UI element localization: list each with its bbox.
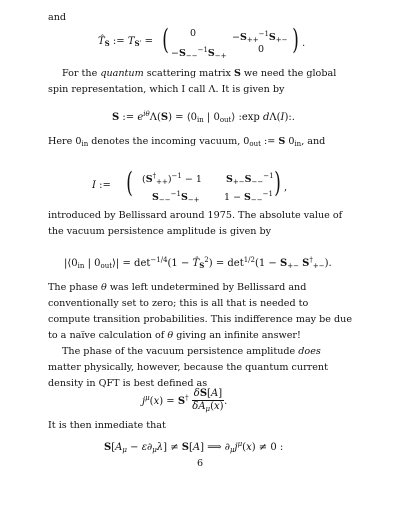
- eq1-m11: 0: [190, 28, 197, 39]
- equation-2: S := $e^{i\theta}\Lambda(S)$ = $⟨0_{in}$ | $0_{out}⟩$ :exp dΛ(I):.: [112, 110, 295, 124]
- paragraph-3: The phase θ was left undetermined by Bellissard and conventionally set to zero; this is all that is needed to compute transition probabilities. This indifference may be due to a naïve calculation of θ giving an infinite answer!: [48, 282, 353, 341]
- eq3-m22: $1 - S_{--}^{-1}$: [224, 190, 273, 204]
- eq3-m11: $(S^\dagger_{++})^{-1} - 1$: [142, 172, 202, 186]
- page-number: 6: [196, 458, 204, 469]
- equation-5: $j^\mu(x) = S^\dagger$ $\frac{\delta S[A]}{\delta A_\mu(x)}$ .: [142, 388, 228, 413]
- eq1-m12: $-S_{++}^{-1}S_{+-}$: [232, 30, 288, 44]
- eq3-right-paren: ): [274, 166, 281, 199]
- eq3-m12: $S_{+-}S_{--}^{-1}$: [226, 172, 274, 186]
- eq3-lhs: I :=: [92, 180, 111, 191]
- text-here: Here $0_{in}$ denotes the incoming vacuum, $0_{out}$ := S $0_{in}$, and: [48, 136, 326, 148]
- eq1-left-paren: (: [162, 23, 169, 56]
- eq3-left-paren: (: [126, 166, 133, 199]
- eq1-right-paren: ): [292, 23, 299, 56]
- paragraph-5: It is then inmediate that: [48, 420, 166, 431]
- eq1-lhs: $T̂_S$ := $T_{S'}$ =: [98, 36, 153, 48]
- paragraph-4: The phase of the vacuum persistence amplitude does matter physically, however, because the quantum current density in QFT is best defined as: [48, 346, 328, 389]
- eq1-m21: $-S_{--}^{-1}S_{-+}$: [171, 46, 227, 60]
- paper-page: and $T̂_S$ := $T_{S'}$ = ( 0 $-S_{++}^{-1}S_{+-}$ $-S_{--}^{-1}S_{-+}$ 0 ) . For the quantum scattering matrix S we need the global spin representation, which I call Λ. It is given by S := $e^{i\theta}\Lambda(S)$ = $⟨0_{in}$ | $0_{out}⟩$ :exp dΛ(I):. Here $0_{in}$ denotes the incoming vacuum, $0_{out}$ := S $0_{in}$, and I := ( $(S^\dagger_{++})^{-1} - 1$ $S_{+-}S_{--}^{-1}$ $S_{--}^{-1}S_{-+}$ $1 - S_{--}^{-1}$ ) , introduced by Bellissard around 1975. The absolute value of the vacuum persistence amplitude is given by $|⟨0_{in}$ | $0_{out}⟩| = \det^{-1/4}(1$ − $T̂_S^2) = \det^{1/2}(1 - S_{+-}$ $S^\dagger_{+-}$). The phase θ was left undetermined by Bellissard and conventionally set to zero; this is all that is needed to compute transition probabilities. This indifference may be due to a naïve calculation of θ giving an infinite answer! The phase of the vacuum persistence amplitude does matter physically, however, because the quantum current density in QFT is best defined as $j^\mu(x) = S^\dagger$ $\frac{\delta S[A]}{\delta A_\mu(x)}$ . It is then inmediate that $S[A_\mu - \varepsilon\partial_\mu\lambda] \ne S[A]$ ⟹ $\partial_\mu j^\mu(x) \ne 0$ : 6: [0, 0, 400, 517]
- paragraph-1: For the quantum scattering matrix S we need the global spin representation, which I call Λ. It is given by: [48, 68, 337, 95]
- paragraph-2: introduced by Bellissard around 1975. The absolute value of the vacuum persistence amplitude is given by: [48, 210, 343, 237]
- eq5-numerator: δS[A]: [193, 388, 223, 399]
- equation-6: $S[A_\mu - \varepsilon\partial_\mu\lambda] \ne S[A]$ ⟹ $\partial_\mu j^\mu(x) \ne 0$ :: [104, 440, 284, 454]
- equation-4: $|⟨0_{in}$ | $0_{out}⟩| = \det^{-1/4}(1$ − $T̂_S^2) = \det^{1/2}(1 - S_{+-}$ $S^\dagger_{+-}$).: [64, 256, 332, 270]
- eq5-denominator: $\delta A_\mu(x)$: [192, 401, 224, 413]
- eq3-m21: $S_{--}^{-1}S_{-+}$: [152, 190, 200, 204]
- eq5-fraction: [192, 388, 224, 415]
- text-and: and: [48, 12, 67, 23]
- eq1-m22: 0: [258, 44, 265, 55]
